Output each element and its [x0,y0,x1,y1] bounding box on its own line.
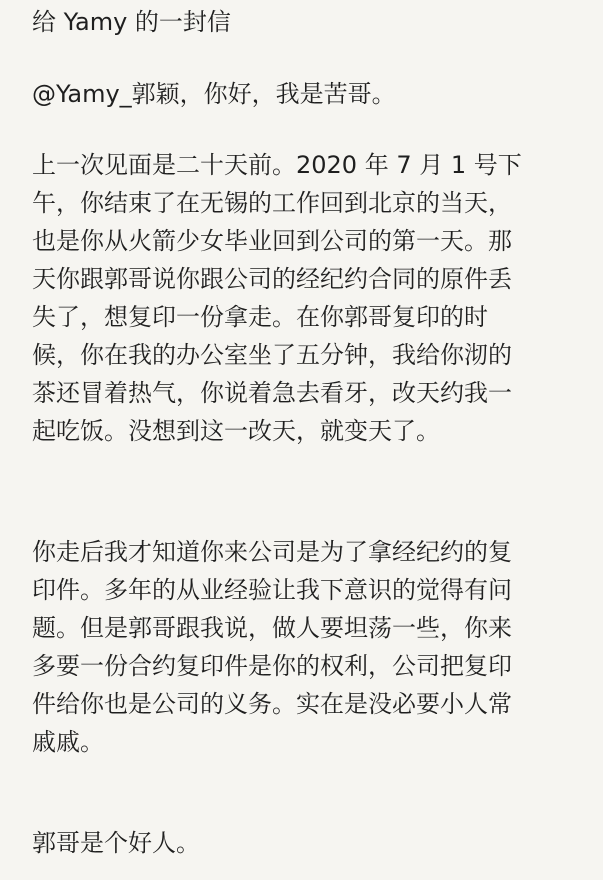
paragraph-1-line-2: 午，你结束了在无锡的工作回到北京的当天， [32,189,512,217]
paragraph-2-line-3: 题。但是郭哥跟我说，做人要坦荡一些，你来 [32,614,512,642]
paragraph-1-line-8: 起吃饭。没想到这一改天，就变天了。 [32,417,440,445]
paragraph-2-line-1: 你走后我才知道你来公司是为了拿经纪约的复 [32,538,512,566]
paragraph-2 [32,533,577,761]
paragraph-1-line-6: 候，你在我的办公室坐了五分钟，我给你沏的 [32,341,512,369]
paragraph-2-line-5: 件给你也是公司的义务。实在是没必要小人常 [32,690,512,718]
paragraph-1-line-7: 茶还冒着热气，你说着急去看牙，改天约我一 [32,379,512,407]
paragraph-2-line-4: 多要一份合约复印件是你的权利，公司把复印 [32,652,512,680]
paragraph-1-line-1: 上一次见面是二十天前。2020 年 7 月 1 号下 [32,151,522,179]
closing-line: 郭哥是个好人。 [32,829,200,857]
paragraph-2-line-2: 印件。多年的从业经验让我下意识的觉得有问 [32,576,512,604]
letter-title: 给 Yamy 的一封信 [32,8,231,36]
paragraph-1-line-5: 失了，想复印一份拿走。在你郭哥复印的时 [32,303,488,331]
paragraph-2-line-6: 戚戚。 [32,728,104,756]
letter-greeting: @Yamy_郭颖，你好，我是苦哥。 [32,80,396,108]
paragraph-1-line-3: 也是你从火箭少女毕业回到公司的第一天。那 [32,227,512,255]
paragraph-1 [32,146,577,450]
paragraph-1-line-4: 天你跟郭哥说你跟公司的经纪约合同的原件丢 [32,265,512,293]
